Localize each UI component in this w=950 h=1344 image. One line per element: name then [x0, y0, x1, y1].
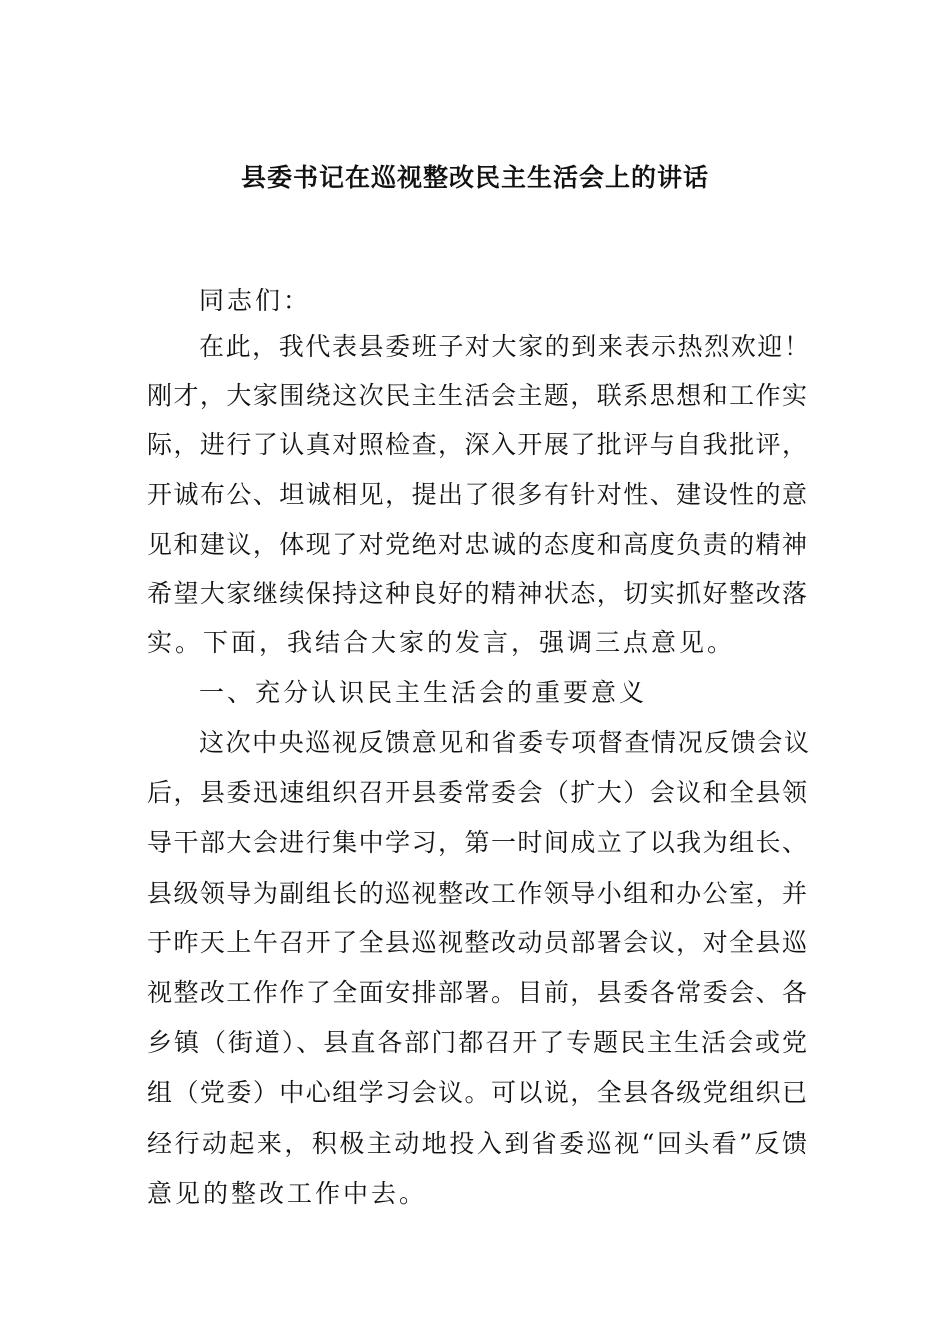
- paragraph-line: 意见的整改工作中去。: [147, 1179, 428, 1208]
- paragraph-line: 实。下面，我结合大家的发言，强调三点意见。: [147, 628, 736, 657]
- paragraph-line: 开诚布公、坦诚相见，提出了很多有针对性、建设性的意: [147, 480, 807, 509]
- paragraph-line: 导干部大会进行集中学习，第一时间成立了以我为组长、: [147, 828, 807, 857]
- paragraph-line: 这次中央巡视反馈意见和省委专项督查情况反馈会议: [199, 728, 809, 757]
- paragraph-line: 际，进行了认真对照检查，深入开展了批评与自我批评，: [147, 430, 807, 459]
- section-heading: 一、充分认识民主生活会的重要意义: [199, 678, 648, 707]
- document-title: 县委书记在巡视整改民主生活会上的讲话: [240, 163, 709, 192]
- paragraph-line: 见和建议，体现了对党绝对忠诚的态度和高度负责的精神: [147, 530, 807, 559]
- paragraph-line: 经行动起来，积极主动地投入到省委巡视“回头看”反馈: [147, 1129, 807, 1158]
- paragraph-line: 乡镇（街道）、县直各部门都召开了专题民主生活会或党: [147, 1028, 807, 1057]
- paragraph-line: 于昨天上午召开了全县巡视整改动员部署会议，对全县巡: [147, 928, 807, 957]
- paragraph-line: 刚才，大家围绕这次民主生活会主题，联系思想和工作实: [147, 381, 807, 410]
- paragraph-line: 后，县委迅速组织召开县委常委会（扩大）会议和全县领: [147, 778, 807, 807]
- greeting: 同志们：: [199, 286, 312, 315]
- paragraph-line: 县级领导为副组长的巡视整改工作领导小组和办公室，并: [147, 879, 807, 908]
- paragraph-line: 在此，我代表县委班子对大家的到来表示热烈欢迎！: [199, 332, 809, 361]
- paragraph-line: 组（党委）中心组学习会议。可以说，全县各级党组织已: [147, 1078, 807, 1107]
- paragraph-line: 希望大家继续保持这种良好的精神状态，切实抓好整改落: [147, 579, 807, 608]
- paragraph-line: 视整改工作作了全面安排部署。目前，县委各常委会、各: [147, 978, 807, 1007]
